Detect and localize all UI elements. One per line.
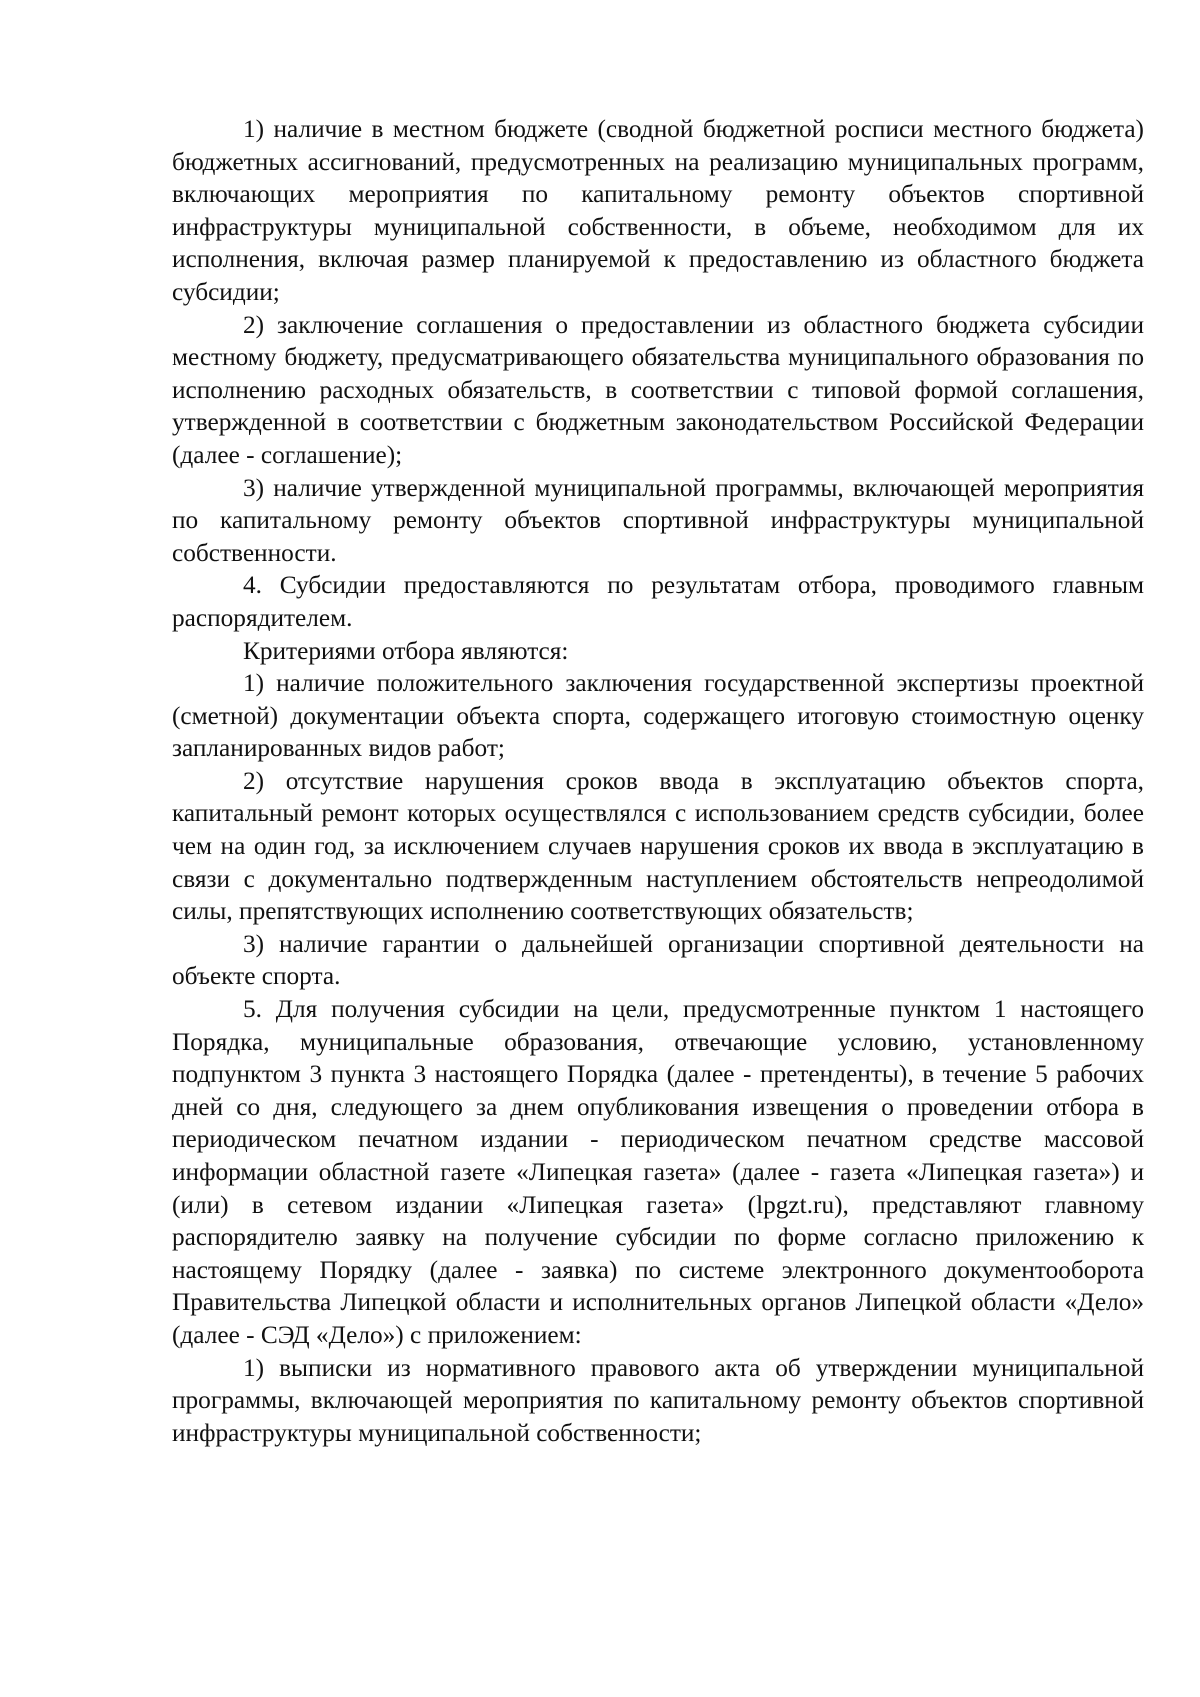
paragraph-6: 1) наличие положительного заключения государственной экспертизы проектной (сметной) документации объекта спорта, содержащего итоговую стоимостную оценку запланированных видов работ; [172, 669, 1144, 763]
paragraph-10: 1) выписки из нормативного правового акта об утверждении муниципальной программы, включающей мероприятия по капитальному ремонту объектов спортивной инфраструктуры муниципальной собственности; [172, 1353, 1144, 1447]
paragraph-9: 5. Для получения субсидии на цели, предусмотренные пунктом 1 настоящего Порядка, муниципальные образования, отвечающие условию, установленному подпунктом 3 пункта 3 настоящего Порядка (далее - претенденты), в течение 5 рабочих дней со дня, следующего за днем опубликования извещения о проведении отбора в периодическом печатном издании - периодическом печатном средстве массовой информации областной газете «Липецкая газета» (далее - газета «Липецкая газета») и (или) в сетевом издании «Липецкая газета» (lpgzt.ru), представляют главному распорядителю заявку на получение субсидии по форме согласно приложению к настоящему Порядку (далее - заявка) по системе электронного документооборота Правительства Липецкой области и исполнительных органов Липецкой области «Дело» (далее - СЭД «Дело») с приложением: [172, 995, 1144, 1349]
paragraph-4: 4. Субсидии предоставляются по результатам отбора, проводимого главным распорядителем. [172, 571, 1144, 632]
paragraph-8: 3) наличие гарантии о дальнейшей организации спортивной деятельности на объекте спорта. [172, 929, 1144, 991]
paragraph-5: Критериями отбора являются: [243, 636, 569, 665]
paragraph-7: 2) отсутствие нарушения сроков ввода в эксплуатацию объектов спорта, капитальный ремонт которых осуществлялся с использованием средств субсидии, более чем на один год, за исключением случаев нарушения сроков их ввода в эксплуатацию в связи с документально подтвержденным наступлением обстоятельств непреодолимой силы, препятствующих исполнению соответствующих обязательств; [172, 766, 1144, 926]
paragraph-2: 2) заключение соглашения о предоставлении из областного бюджета субсидии местному бюджету, предусматривающего обязательства муниципального образования по исполнению расходных обязательств, в соответствии с типовой формой соглашения, утвержденной в соответствии с бюджетным законодательством Российской Федерации (далее - соглашение); [172, 310, 1144, 469]
paragraph-3: 3) наличие утвержденной муниципальной программы, включающей мероприятия по капитальному ремонту объектов спортивной инфраструктуры муниципальной собственности. [172, 473, 1144, 567]
paragraph-1: 1) наличие в местном бюджете (сводной бюджетной росписи местного бюджета) бюджетных ассигнований, предусмотренных на реализацию муниципальных программ, включающих мероприятия по капитальному ремонту объектов спортивной инфраструктуры муниципальной собственности, в объеме, необходимом для их исполнения, включая размер планируемой к предоставлению из областного бюджета субсидии; [172, 115, 1144, 306]
document-body [172, 113, 1144, 1449]
